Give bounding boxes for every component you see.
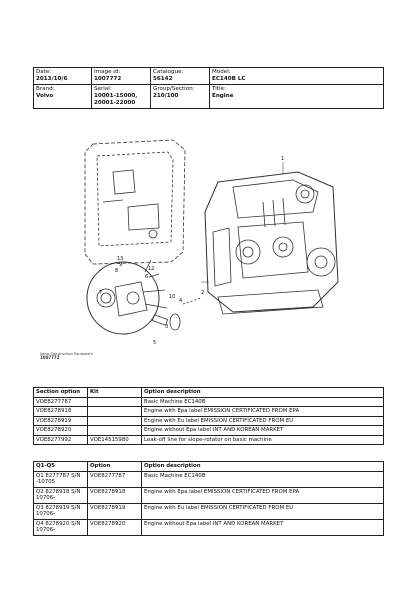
column-header: Option description: [142, 388, 384, 398]
engine-exploded-diagram: [33, 132, 384, 372]
table-cell: [88, 407, 142, 417]
table-cell: VOE8278920: [88, 519, 142, 535]
title-label: Title:: [212, 86, 226, 92]
table-row: [34, 471, 384, 487]
group-cell: [151, 85, 210, 109]
table-cell: [88, 397, 142, 407]
callout-10: 10: [169, 294, 176, 300]
callout-13: 13: [117, 256, 124, 262]
machine-frame-inner: [97, 152, 173, 246]
table-row: [34, 519, 384, 535]
table-row: [34, 407, 384, 417]
table-cell: Leak-off line for slope-rotator on basic machine: [142, 435, 384, 445]
figure-caption-number: 1007772: [40, 355, 60, 360]
table-cell: VOE8277787: [34, 397, 88, 407]
table-cell: [88, 416, 142, 426]
table-cell: VOE8278919: [88, 503, 142, 519]
detail-view-circle: [87, 260, 201, 334]
date-value: 2013/10/6: [36, 76, 68, 82]
table-header-row: [34, 388, 384, 398]
callout-7: 7: [99, 290, 103, 296]
catalogue-cell: [151, 68, 210, 85]
image-id-cell: [92, 68, 151, 85]
frame-detail-lines: [103, 200, 159, 230]
model-value: EC140B LC: [212, 76, 246, 82]
callout-1: 1: [281, 156, 285, 162]
figure-caption: [40, 352, 93, 360]
table-row: [34, 426, 384, 436]
title-value: Engine: [212, 93, 234, 99]
table-header-row: [34, 462, 384, 472]
table-row: [34, 487, 384, 503]
table-cell: Basic Machine EC140B: [142, 471, 384, 487]
column-header: Section option: [34, 388, 88, 398]
q-option-table: [33, 461, 384, 536]
catalogue-value: 56142: [153, 76, 173, 82]
table-cell: Engine with Epa label EMISSION CERTIFICATED FROM EPA: [142, 487, 384, 503]
callout-2: 2: [201, 290, 205, 296]
table-cell: VOE8278919: [34, 416, 88, 426]
brand-label: Brand:: [36, 86, 55, 92]
table-cell: Engine without Epa label INT AND KOREAN MARKET: [142, 426, 384, 436]
callout-9: 9: [119, 262, 123, 268]
table-cell: Engine with Epa label EMISSION CERTIFICATED FROM EPA: [142, 407, 384, 417]
serial-cell: [92, 85, 151, 109]
table-row: [34, 503, 384, 519]
table-cell: VOE8278918: [34, 407, 88, 417]
machine-frame-outline: [85, 140, 185, 264]
callout-6: 6: [145, 274, 149, 280]
engine-drawing: [205, 172, 338, 314]
group-value: 210/100: [153, 93, 179, 99]
header-info-table: [33, 67, 384, 109]
brand-cell: [34, 85, 92, 109]
frame-detail-box: [113, 170, 135, 194]
callout-8: 8: [115, 268, 119, 274]
table-cell: Engine with Eu label EMISSION CERTIFICATED FROM EU: [142, 503, 384, 519]
column-header: Q1-Q5: [34, 462, 88, 472]
image-id-label: Image id:: [94, 69, 121, 75]
image-id-value: 1007772: [94, 76, 122, 82]
table-cell: VOE8278920: [34, 426, 88, 436]
table-cell: VOE8277787: [88, 471, 142, 487]
frame-detail-circle: [149, 230, 157, 238]
column-header: Option description: [142, 462, 384, 472]
table-cell: Q4 8278920 S/N 10706-: [34, 519, 88, 535]
table-row: [34, 416, 384, 426]
callout-5: 5: [153, 340, 157, 346]
callout-12: 12: [148, 266, 155, 272]
table-cell: Engine with Eu label EMISSION CERTIFICATED FROM EU: [142, 416, 384, 426]
table-cell: Q3 8278919 S/N 10706-: [34, 503, 88, 519]
callout-4: 4: [179, 298, 183, 304]
figure-caption-text: Volvo Construction Equipment: [40, 352, 93, 356]
table-cell: Q2 8278918 S/N 10706-: [34, 487, 88, 503]
model-label: Model:: [212, 69, 231, 75]
table-cell: Engine without Epa label INT AND KOREAN MARKET: [142, 519, 384, 535]
brand-value: Volvo: [36, 93, 54, 99]
model-cell: [210, 68, 384, 85]
table-row: [34, 397, 384, 407]
column-header: Option: [88, 462, 142, 472]
table-cell: VOE8278918: [88, 487, 142, 503]
date-label: Date:: [36, 69, 52, 75]
column-header: Kit: [88, 388, 142, 398]
callout-3: 3: [165, 324, 169, 330]
table-cell: [88, 426, 142, 436]
serial-label: Serial:: [94, 86, 112, 92]
title-cell: [210, 85, 384, 109]
catalogue-label: Catalogue:: [153, 69, 184, 75]
table-cell: Basic Machine EC140B: [142, 397, 384, 407]
table-cell: VOE14515980: [88, 435, 142, 445]
serial-value-1: 10001-15000,: [94, 93, 138, 99]
table-cell: VOE8277992: [34, 435, 88, 445]
table-row: [34, 435, 384, 445]
serial-value-2: 20001-22000: [94, 100, 136, 106]
section-option-table: [33, 387, 384, 445]
group-label: Group/Section:: [153, 86, 195, 92]
date-cell: [34, 68, 92, 85]
table-cell: Q1 8277787 S/N -10705: [34, 471, 88, 487]
